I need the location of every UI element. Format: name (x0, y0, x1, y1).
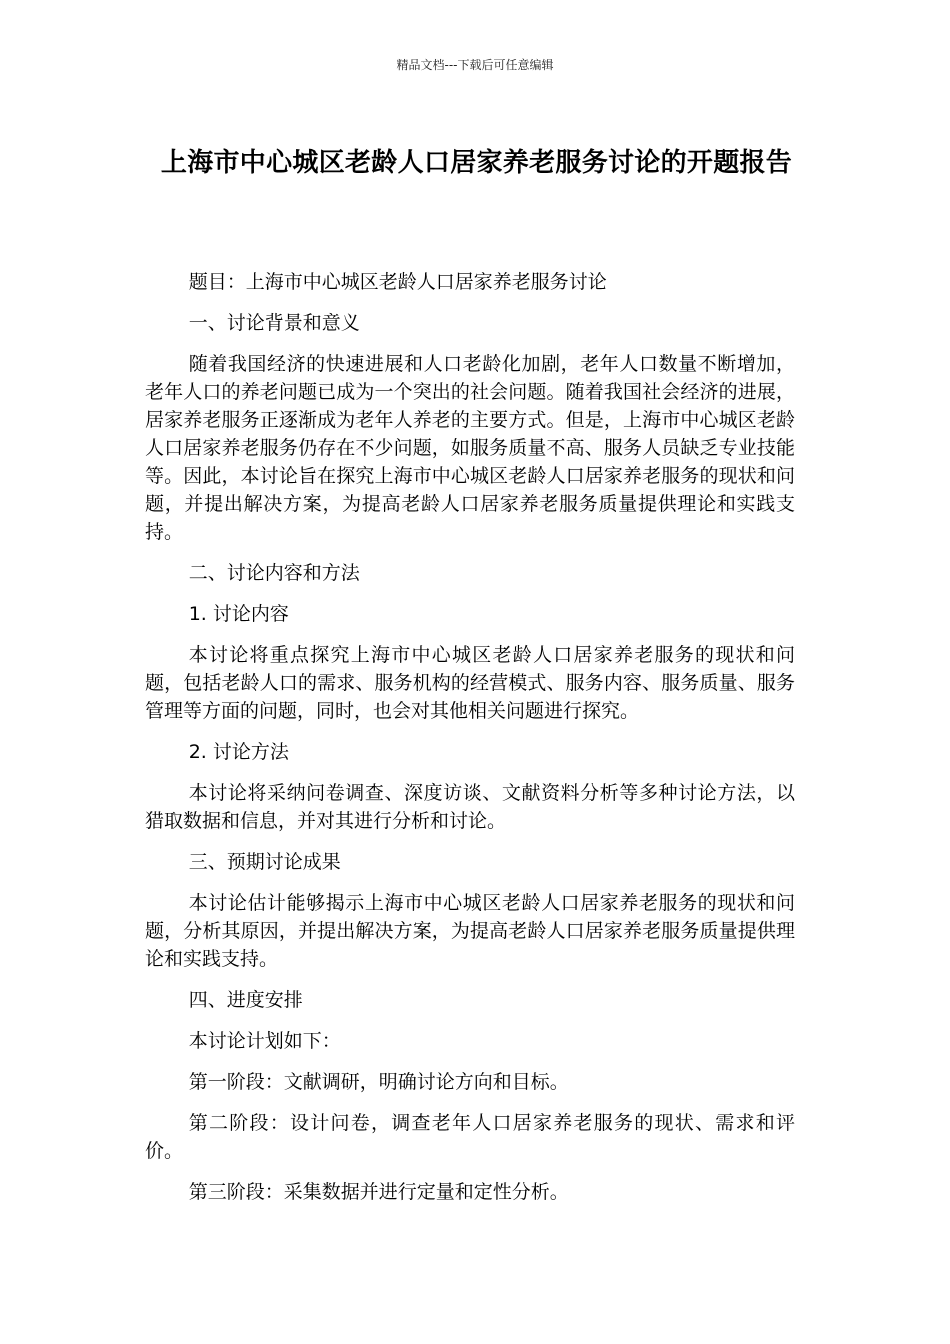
header-note: 精品文档---下载后可任意编辑 (396, 58, 554, 72)
paragraph-schedule-intro: 本讨论计划如下： (188, 1030, 341, 1052)
schedule-stage-2: 第二阶段：设计问卷，调查老年人口居家养老服务的现状、需求和评价。 (145, 1112, 795, 1162)
topic-line: 题目：上海市中心城区老龄人口居家养老服务讨论 (188, 271, 607, 293)
subheading-methods: 2. 讨论方法 (188, 741, 289, 763)
section-heading-background: 一、讨论背景和意义 (188, 312, 360, 334)
document-body (145, 268, 795, 1219)
paragraph-results: 本讨论估计能够揭示上海市中心城区老龄人口居家养老服务的现状和问题，分析其原因，并提出解决方案，为提高老龄人口居家养老服务质量提供理论和实践支持。 (145, 892, 795, 970)
schedule-stage-1: 第一阶段：文献调研，明确讨论方向和目标。 (188, 1071, 569, 1093)
section-heading-content-methods: 二、讨论内容和方法 (188, 562, 360, 584)
paragraph-methods: 本讨论将采纳问卷调查、深度访谈、文献资料分析等多种讨论方法，以猎取数据和信息，并对其进行分析和讨论。 (145, 782, 795, 832)
schedule-stage-3: 第三阶段：采集数据并进行定量和定性分析。 (188, 1181, 569, 1203)
section-heading-results: 三、预期讨论成果 (188, 851, 341, 873)
document-title: 上海市中心城区老龄人口居家养老服务讨论的开题报告 (160, 148, 793, 178)
paragraph-background: 随着我国经济的快速进展和人口老龄化加剧，老年人口数量不断增加，老年人口的养老问题已成为一个突出的社会问题。随着我国社会经济的进展，居家养老服务正逐渐成为老年人养老的主要方式。但是，上海市中心城区老龄人口居家养老服务仍存在不少问题，如服务质量不高、服务人员缺乏专业技能等。因此，本讨论旨在探究上海市中心城区老龄人口居家养老服务的现状和问题，并提出解决方案，为提高老龄人口居家养老服务质量提供理论和实践支持。 (145, 353, 795, 543)
subheading-content: 1. 讨论内容 (188, 603, 289, 625)
section-heading-schedule: 四、进度安排 (188, 989, 303, 1011)
paragraph-content: 本讨论将重点探究上海市中心城区老龄人口居家养老服务的现状和问题，包括老龄人口的需求、服务机构的经营模式、服务内容、服务质量、服务管理等方面的问题，同时，也会对其他相关问题进行探究。 (145, 644, 795, 722)
